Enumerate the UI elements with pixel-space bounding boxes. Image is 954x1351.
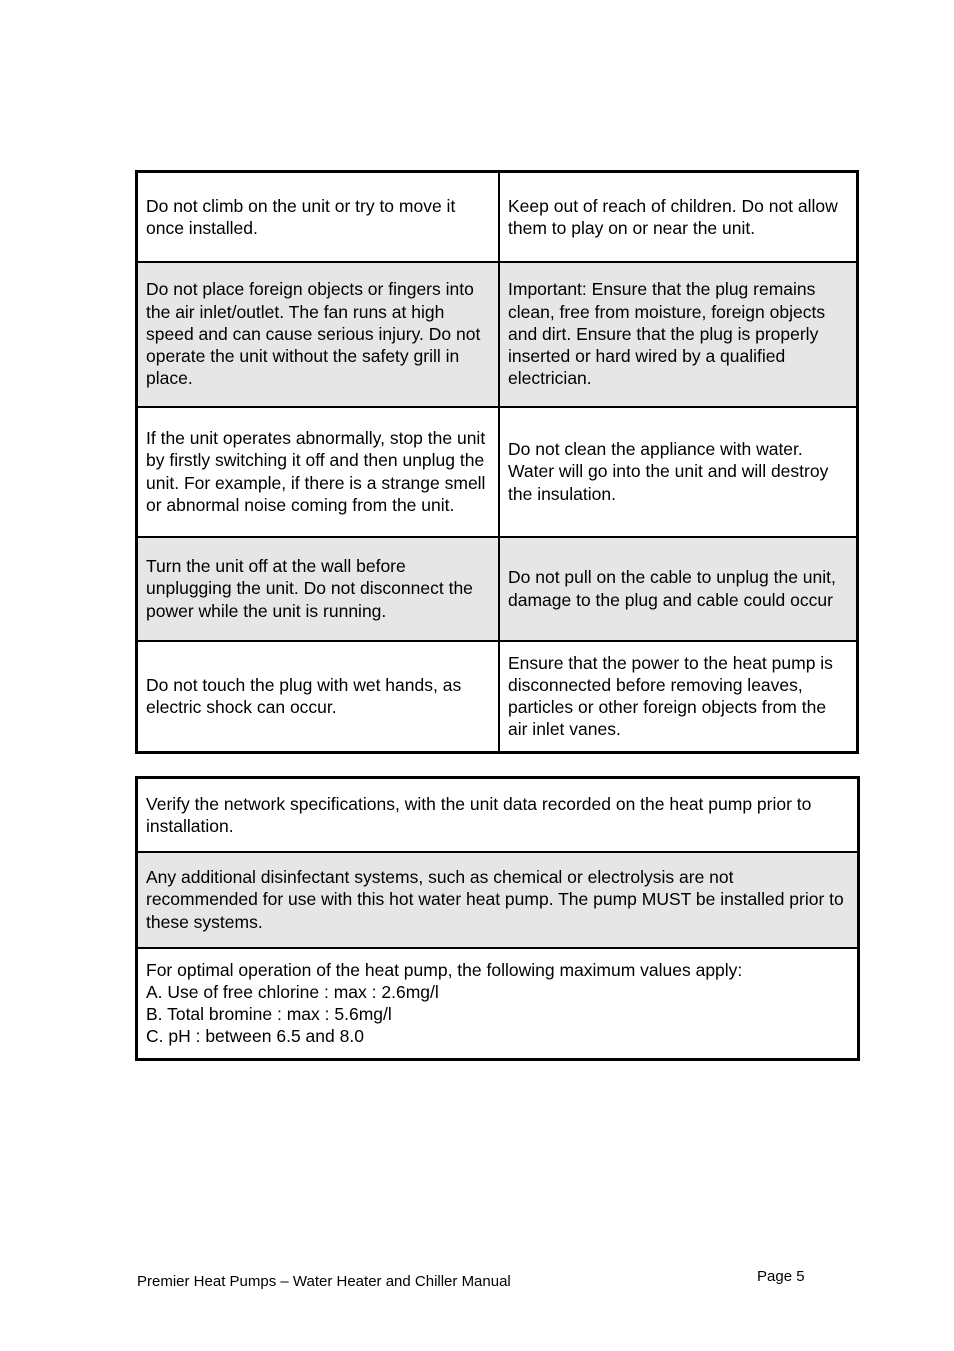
table-row [137,852,859,948]
safety-cell: Do not place foreign objects or fingers into the air inlet/outlet. The fan runs at high speed and can cause serious injury. Do not operate the unit without the safety grill in place. [137,262,500,407]
installation-notes-table [135,776,860,1061]
optimal-values-intro: For optimal operation of the heat pump, the following maximum values apply: [146,959,743,980]
safety-cell: Do not touch the plug with wet hands, as electric shock can occur. [137,641,500,753]
safety-cell: Ensure that the power to the heat pump is disconnected before removing leaves, particles or other foreign objects from the air inlet vanes. [499,641,858,753]
page-number: Page 5 [757,1268,805,1285]
list-item: C. pH : between 6.5 and 8.0 [146,1026,364,1047]
safety-cell: Do not pull on the cable to unplug the unit, damage to the plug and cable could occur [499,537,858,641]
table-row [137,948,859,1060]
table-row [137,641,858,753]
verify-note: Verify the network specifications, with the unit data recorded on the heat pump prior to installation. [137,778,859,852]
table-row [137,778,859,852]
list-item: A. Use of free chlorine : max : 2.6mg/l [146,982,439,1003]
footer-title: Premier Heat Pumps – Water Heater and Chiller Manual [137,1273,511,1290]
safety-cell: Do not climb on the unit or try to move it once installed. [137,172,500,262]
safety-cell: Turn the unit off at the wall before unplugging the unit. Do not disconnect the power while the unit is running. [137,537,500,641]
disinfectant-note: Any additional disinfectant systems, such as chemical or electrolysis are not recommended for use with this hot water heat pump. The pump MUST be installed prior to these systems. [137,852,859,948]
table-row [137,262,858,407]
safety-cell: Important: Ensure that the plug remains clean, free from moisture, foreign objects and dirt. Ensure that the plug is properly inserted or hard wired by a qualified electrician. [499,262,858,407]
table-row [137,172,858,262]
safety-cell: Keep out of reach of children. Do not allow them to play on or near the unit. [499,172,858,262]
safety-cell: If the unit operates abnormally, stop the unit by firstly switching it off and then unplug the unit. For example, if there is a strange smell or abnormal noise coming from the unit. [137,407,500,537]
table-row [137,407,858,537]
list-item: B. Total bromine : max : 5.6mg/l [146,1004,392,1025]
safety-warnings-table [135,170,859,754]
safety-cell: Do not clean the appliance with water. Water will go into the unit and will destroy the insulation. [499,407,858,537]
table-row [137,537,858,641]
optimal-values-note [137,948,859,1060]
